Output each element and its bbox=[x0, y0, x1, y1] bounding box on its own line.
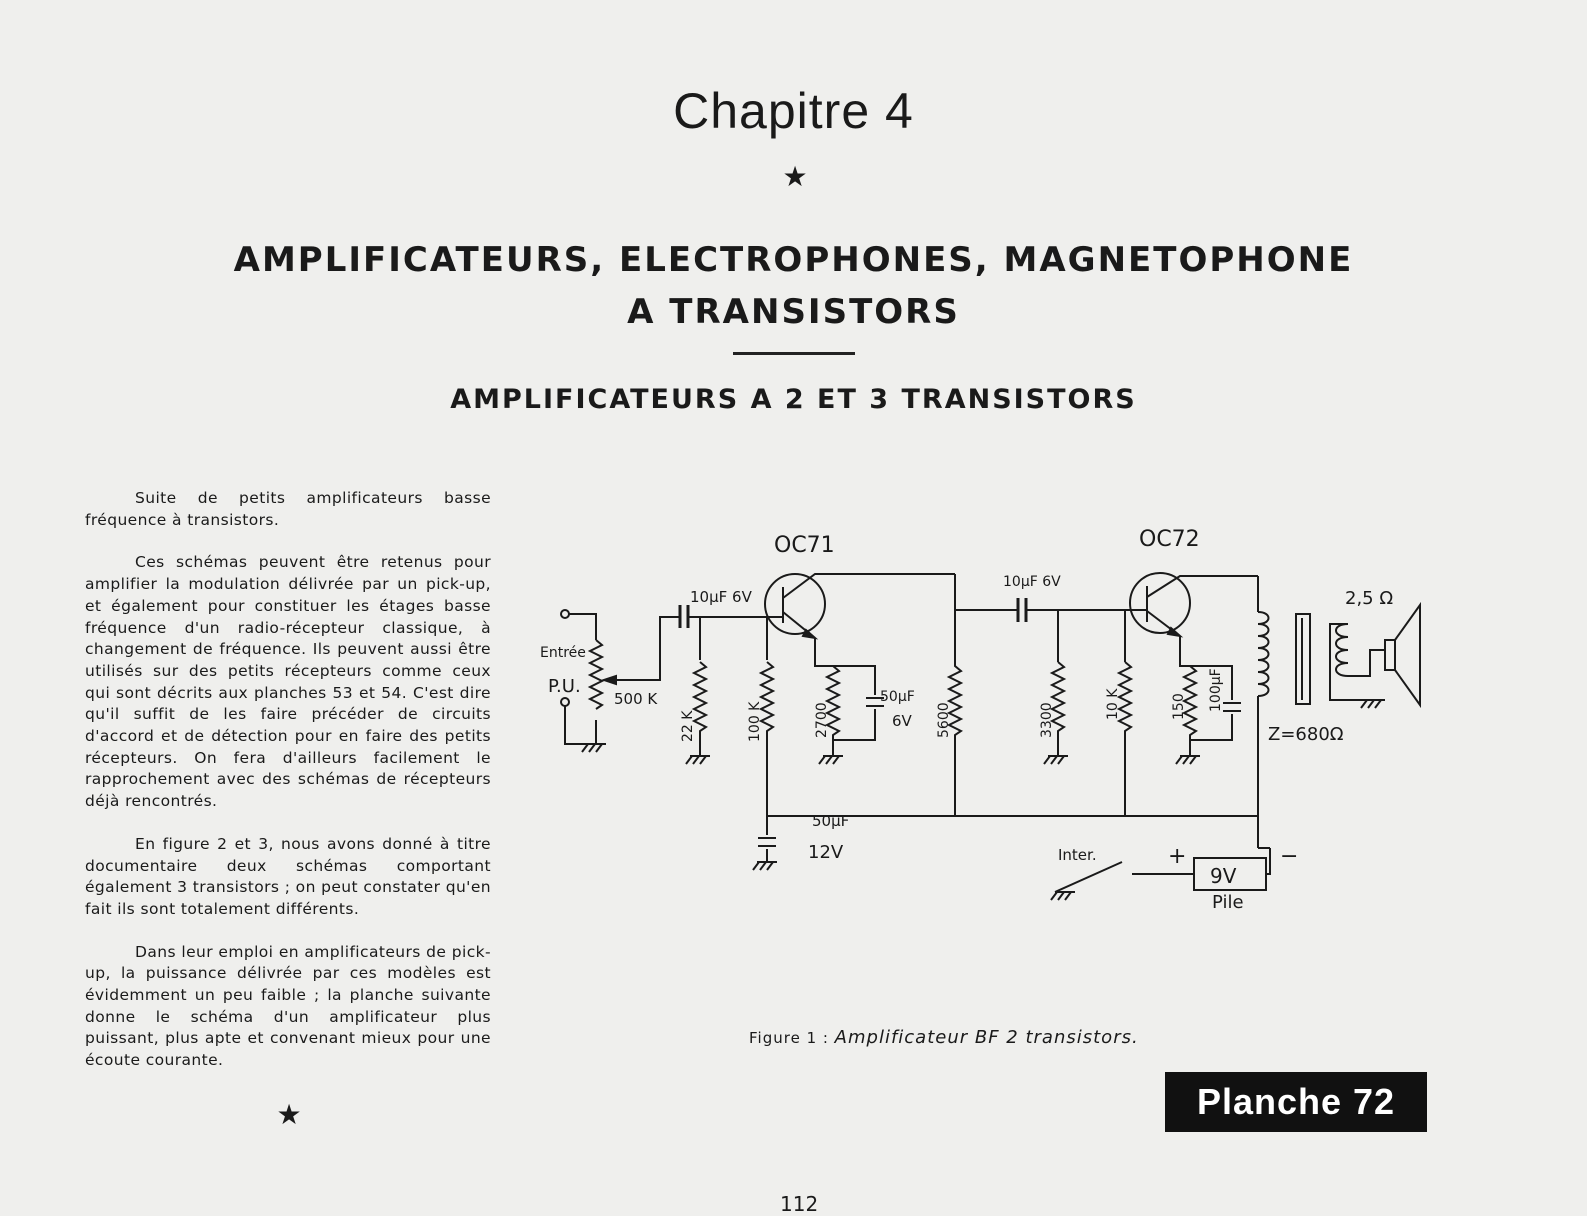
label-entree: Entrée bbox=[540, 645, 586, 661]
main-title-line1: AMPLIFICATEURS, ELECTROPHONES, MAGNETOPHONE bbox=[233, 240, 1354, 280]
label-cap-in: 10µF 6V bbox=[690, 588, 752, 606]
ground-symbol-22k bbox=[686, 756, 710, 764]
potentiometer-500k bbox=[590, 640, 602, 709]
input-wiring bbox=[565, 614, 596, 744]
label-5600: 5600 bbox=[936, 702, 952, 738]
ground-symbol-secondary bbox=[1361, 700, 1385, 708]
input-terminal-bottom bbox=[561, 698, 569, 706]
resistor-5600 bbox=[949, 574, 961, 816]
paragraph-3: En figure 2 et 3, nous avons donné à titre documentaire deux schémas comportant également 3 transistors ; on peut constater qu'en fait ils sont totalement différents. bbox=[85, 834, 491, 918]
capacitor-100uf bbox=[1190, 666, 1241, 740]
label-pu: P.U. bbox=[548, 676, 581, 697]
switch-inter bbox=[1055, 862, 1194, 892]
battery-negative-wire bbox=[1258, 848, 1270, 874]
body-text bbox=[85, 488, 491, 1093]
label-battery: 9V bbox=[1210, 864, 1237, 888]
label-50uf-12: 50µF bbox=[812, 812, 850, 830]
emitter-wire-oc72 bbox=[1180, 636, 1190, 666]
star-ornament-bottom: ★ bbox=[276, 1098, 302, 1131]
label-pot: 500 K bbox=[614, 690, 658, 708]
label-inter: Inter. bbox=[1058, 846, 1097, 864]
transistor-oc72-arrow bbox=[1168, 628, 1180, 636]
base-bus-oc71 bbox=[688, 617, 768, 660]
figure-caption bbox=[749, 1027, 1139, 1048]
label-plus: + bbox=[1168, 844, 1187, 869]
paragraph-2: Ces schémas peuvent être retenus pour amplifier la modulation délivrée par un pick-up, et également pour constituer les étages basse fréquence d'un radio-récepteur classique, à changement de fréquence. Ils peuvent aussi être utilisés sur des petits récepteurs comme ceux qui sont décrits aux planches 53 et 54. C'est dire qu'il suffit de les faire précéder de circuits d'accord et de détection pour en faire des petits récepteurs. On fera d'ailleurs facilement le rapprochement avec des schémas de récepteurs déjà rencontrés. bbox=[85, 553, 491, 811]
planche-badge: Planche 72 bbox=[1165, 1072, 1427, 1132]
capacitor-input bbox=[680, 605, 688, 628]
label-22k: 22 K bbox=[680, 710, 696, 742]
capacitor-coupling bbox=[1018, 598, 1026, 622]
ground-symbol-input bbox=[582, 744, 606, 752]
loudspeaker-magnet bbox=[1385, 640, 1395, 670]
caption-text: Amplificateur BF 2 transistors. bbox=[834, 1027, 1139, 1048]
label-2700: 2700 bbox=[814, 702, 830, 738]
resistor-150 bbox=[1184, 666, 1196, 756]
transistor-oc71-body bbox=[765, 574, 825, 634]
title-divider bbox=[733, 352, 855, 355]
transistor-oc72-leads bbox=[1130, 576, 1258, 636]
label-cap-coupling: 10µF 6V bbox=[1003, 574, 1061, 590]
resistor-22k bbox=[694, 662, 706, 756]
label-speaker-ohms: 2,5 Ω bbox=[1345, 588, 1394, 609]
label-minus: − bbox=[1280, 844, 1299, 869]
resistor-100k bbox=[761, 662, 773, 816]
input-terminal-top bbox=[561, 610, 569, 618]
label-50uf: 50µF bbox=[880, 689, 915, 705]
wiper-to-cap bbox=[616, 617, 680, 680]
label-10k: 10 K bbox=[1105, 688, 1121, 720]
transistor-oc72-body bbox=[1130, 573, 1190, 633]
label-oc72: OC72 bbox=[1139, 527, 1200, 552]
transformer-core bbox=[1296, 614, 1310, 704]
label-6v: 6V bbox=[892, 712, 912, 730]
base-bus-oc72 bbox=[1026, 610, 1130, 662]
ground-symbol-3300 bbox=[1044, 756, 1068, 764]
loudspeaker-cone bbox=[1395, 605, 1420, 705]
section-subtitle: AMPLIFICATEURS A 2 ET 3 TRANSISTORS bbox=[450, 384, 1137, 415]
star-ornament-top: ★ bbox=[782, 160, 808, 193]
label-pile: Pile bbox=[1212, 892, 1244, 913]
resistor-3300 bbox=[1052, 662, 1064, 756]
label-100uf: 100µF bbox=[1208, 668, 1224, 712]
chapter-heading: Chapitre 4 bbox=[673, 83, 914, 139]
transistor-oc71-arrow bbox=[803, 630, 815, 638]
transistor-oc71-leads bbox=[768, 574, 955, 638]
potentiometer-wiper-arrow bbox=[604, 676, 616, 684]
battery-9v bbox=[1194, 858, 1266, 890]
page-number: 112 bbox=[780, 1192, 819, 1216]
transformer-secondary-coil bbox=[1330, 624, 1385, 700]
label-oc71: OC71 bbox=[774, 533, 835, 558]
capacitor-50uf-12v bbox=[758, 816, 776, 862]
label-12v: 12V bbox=[808, 842, 844, 863]
ground-symbol-switch bbox=[1051, 892, 1075, 900]
emitter-wire-oc71 bbox=[815, 638, 833, 666]
label-150: 150 bbox=[1171, 693, 1187, 720]
resistor-10k bbox=[1119, 662, 1131, 816]
paragraph-4: Dans leur emploi en amplificateurs de pick-up, la puissance délivrée par ces modèles est évidemment un peu faible ; la planche suivante donne le schéma d'un amplificateur plus puissant, plus apte et convenant mieux pour une écoute courante. bbox=[85, 942, 491, 1070]
ground-symbol-150 bbox=[1176, 756, 1200, 764]
ground-symbol-decoupling bbox=[753, 862, 777, 870]
paragraph-1: Suite de petits amplificateurs basse fréquence à transistors. bbox=[85, 489, 491, 529]
ground-symbol-2700 bbox=[819, 756, 843, 764]
transformer-primary-coil bbox=[1258, 612, 1269, 696]
label-100k: 100 K bbox=[747, 701, 763, 742]
caption-label: Figure 1 : bbox=[749, 1029, 829, 1047]
capacitor-50uf-6v bbox=[833, 666, 884, 740]
label-3300: 3300 bbox=[1039, 702, 1055, 738]
resistor-2700 bbox=[827, 666, 839, 756]
main-title-line2: A TRANSISTORS bbox=[627, 292, 960, 332]
label-impedance: Z=680Ω bbox=[1268, 724, 1344, 745]
